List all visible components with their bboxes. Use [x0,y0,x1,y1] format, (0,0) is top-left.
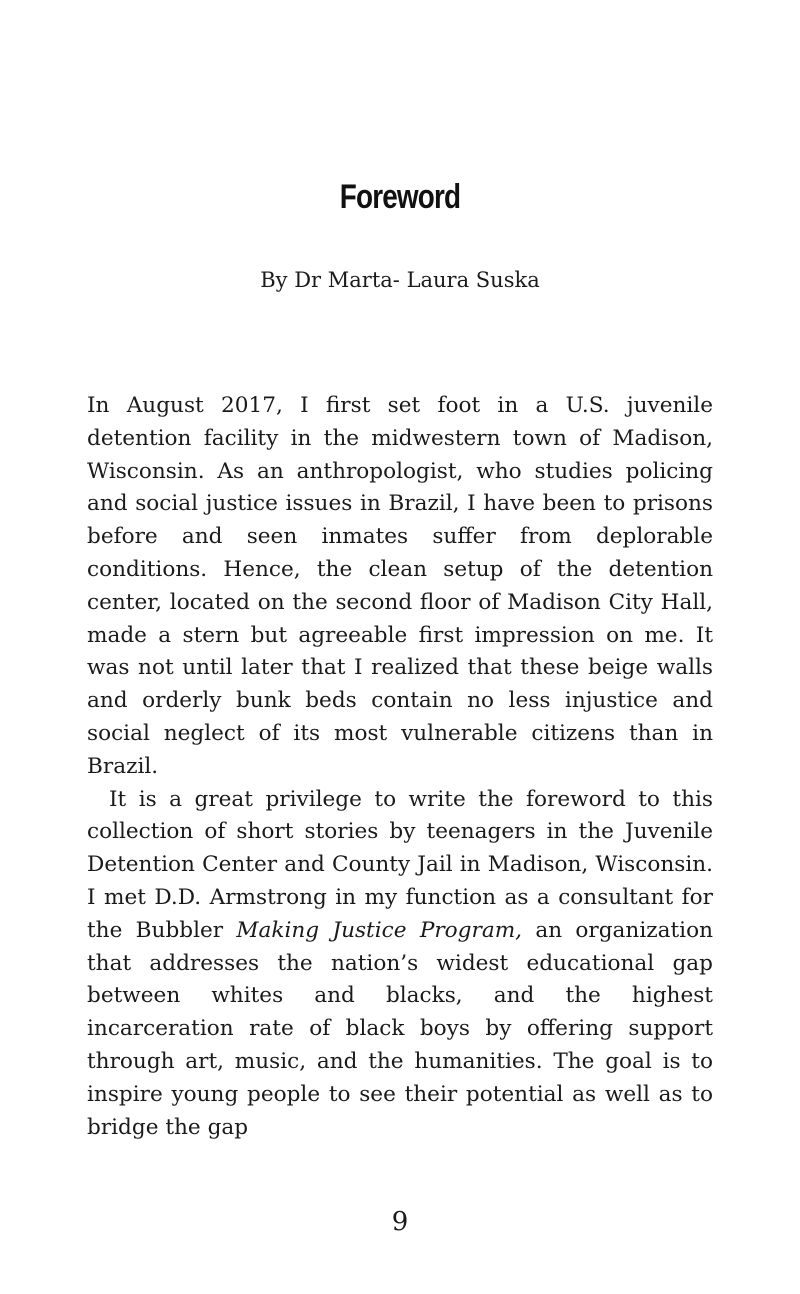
program-name-italic: Making Justice Program, [236,917,523,943]
body-text [87,390,713,1144]
paragraph-2 [87,784,713,1145]
author-byline: By Dr Marta- Laura Suska [260,268,540,292]
page-number: 9 [391,1207,409,1237]
paragraph-2-text-end: an organization that addresses the nation’s widest educational gap between whites and blacks, and the highest incarceration rate of black boys by offering support through art, music, and the humanities. The goal is to inspire young people to see their potential as well as to bridge the gap [87,917,713,1140]
chapter-title: Foreword [339,178,461,216]
paragraph-2-text-start: It is a great privilege to write the foreword to this collection of short stories by teenagers in the Juvenile Detention Center and County Jail in Madison, Wisconsin. I met D.D. Armstrong in my function as a consultant for the Bubbler [87,786,713,943]
paragraph-1: In August 2017, I first set foot in a U.S. juvenile detention facility in the midwestern town of Madison, Wisconsin. As an anthropologist, who studies policing and social justice issues in Brazil, I have been to prisons before and seen inmates suffer from deplorable conditions. Hence, the clean setup of the detention center, located on the second floor of Madison City Hall, made a stern but agreeable first impression on me. It was not until later that I realized that these beige walls and orderly bunk beds contain no less injustice and social neglect of its most vulnerable citizens than in Brazil. [87,393,713,779]
